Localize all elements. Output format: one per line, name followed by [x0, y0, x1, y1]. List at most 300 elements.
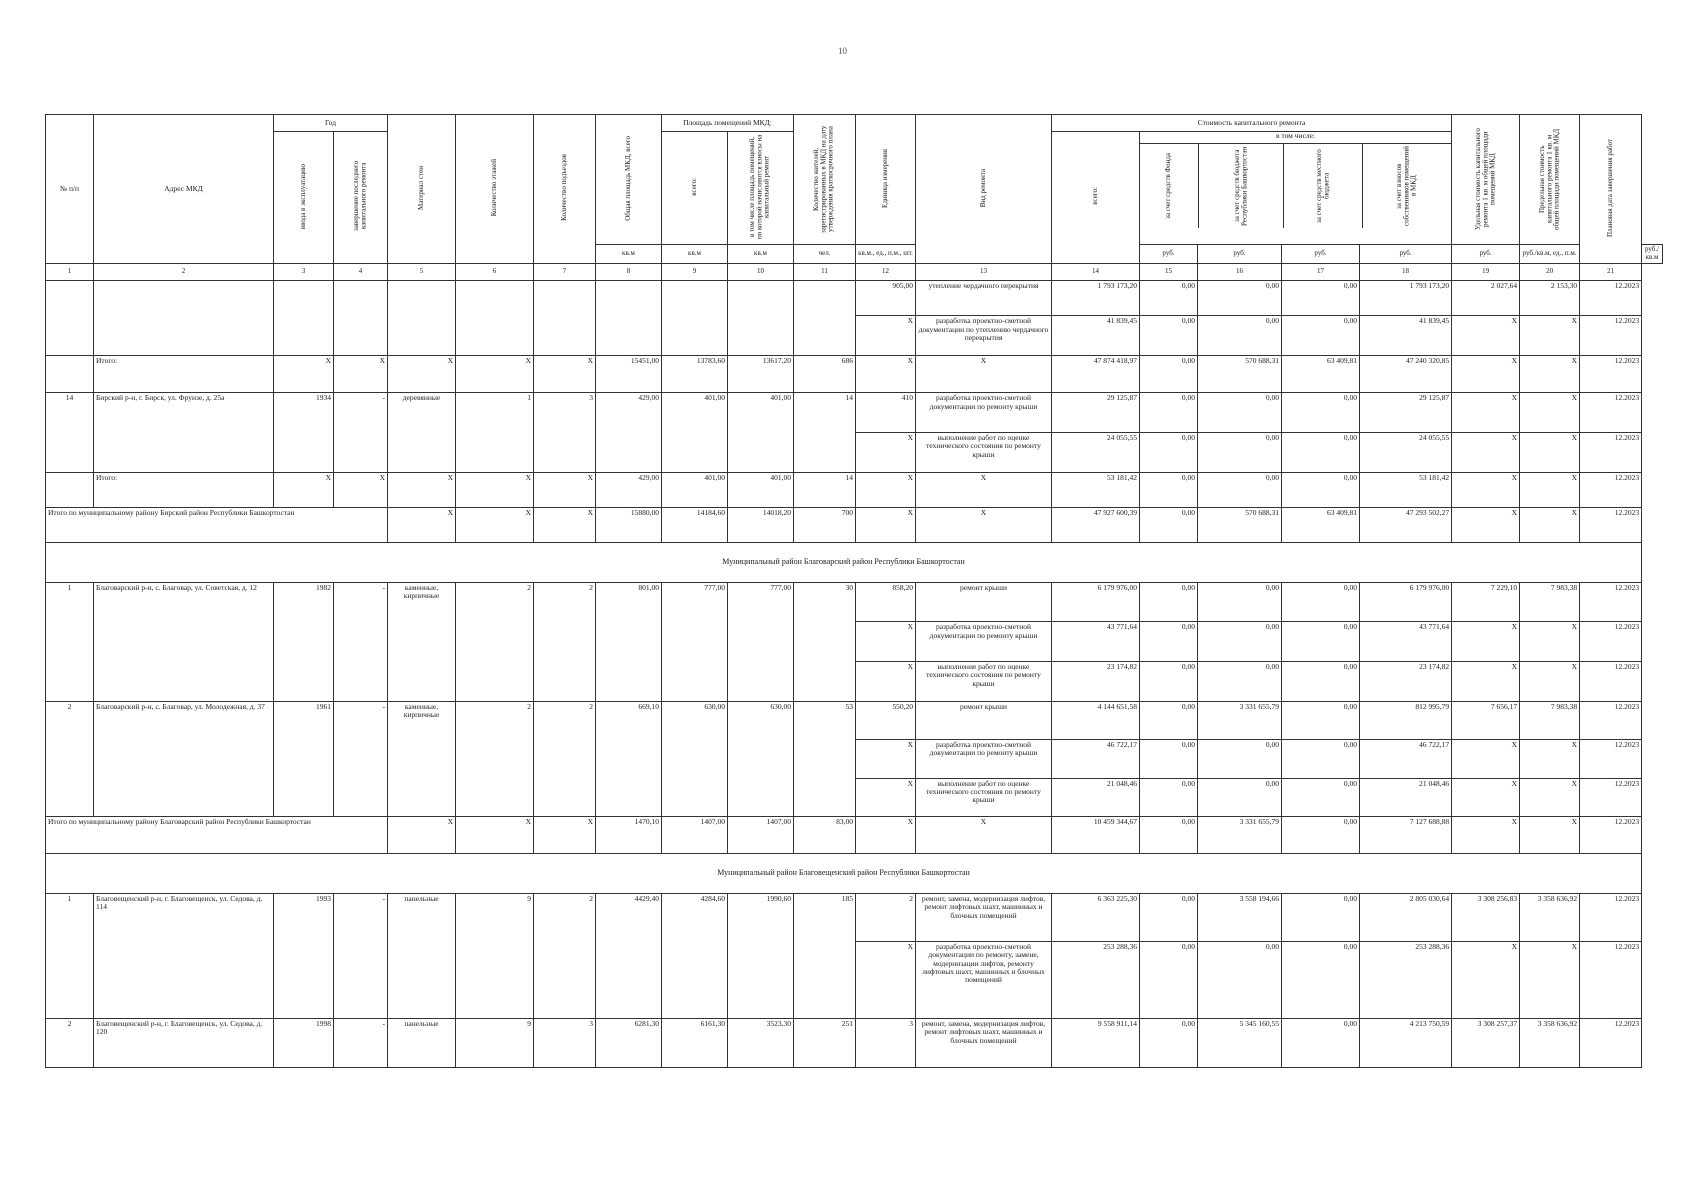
cost-local-cell: 0,00	[1282, 817, 1360, 854]
cost-owners-cell: 1 793 173,20	[1360, 281, 1452, 316]
premises-private-cell: 401,00	[728, 472, 794, 507]
floors-cell: 2	[456, 701, 534, 817]
repair-type-cell: выполнение работ по оценке технического состояния по ремонту крыши	[916, 661, 1052, 701]
cost-local-cell: 0,00	[1282, 941, 1360, 1018]
unit-local: руб.	[1360, 245, 1452, 264]
address-cell: Благовещенский р-н, г. Благовещенск, ул. Седова, д. 114	[94, 894, 274, 1019]
col-number: 7	[534, 264, 596, 281]
cost-fund-cell: 0,00	[1140, 582, 1198, 622]
qty-cell: X	[856, 778, 916, 817]
max-cost-cell: X	[1520, 355, 1580, 392]
subtotal-row	[46, 355, 1663, 392]
specific-cost-cell: X	[1452, 355, 1520, 392]
col-number: 11	[794, 264, 856, 281]
cost-owners-cell: 23 174,82	[1360, 661, 1452, 701]
floors-cell: 9	[456, 894, 534, 1019]
x-mark: X	[456, 472, 534, 507]
material-cell: панельные	[388, 1018, 456, 1067]
x-mark: X	[274, 472, 334, 507]
max-cost-cell: X	[1520, 433, 1580, 473]
cost-republic-cell: 0,00	[1198, 393, 1282, 433]
cost-owners-cell: 41 839,45	[1360, 316, 1452, 356]
subtotal-label: Итого:	[94, 472, 274, 507]
unit-total-area: кв.м	[596, 245, 662, 264]
premises-total-cell: 777,00	[662, 582, 728, 701]
unit-measure: кв.м., ед., п.м., шт.	[856, 245, 916, 264]
qty-cell: X	[856, 622, 916, 662]
repair-type-cell: выполнение работ по оценке технического состояния по ремонту крыши	[916, 778, 1052, 817]
year-cell: 1998	[274, 1018, 334, 1067]
max-cost-cell: X	[1520, 472, 1580, 507]
x-mark: X	[456, 507, 534, 542]
qty-cell: 2	[856, 894, 916, 942]
last-repair-cell: -	[334, 393, 388, 472]
cost-republic-cell: 0,00	[1198, 661, 1282, 701]
cost-republic-cell: 3 331 655,79	[1198, 817, 1282, 854]
cost-total-cell: 46 722,17	[1052, 740, 1140, 779]
x-mark: X	[388, 507, 456, 542]
col-number: 16	[1198, 264, 1282, 281]
last-repair-cell: -	[334, 1018, 388, 1067]
entrances-cell: 2	[534, 894, 596, 1019]
qty-cell: X	[856, 740, 916, 779]
repair-type-cell: ремонт, замена, модернизация лифтов, ремонт лифтовых шахт, машинных и блочных помещений	[916, 1018, 1052, 1067]
header-year-last-repair: завершение последнего капитального ремонта	[352, 161, 368, 232]
header-num: № п/п	[46, 115, 94, 264]
cost-total-cell: 10 459 344,67	[1052, 817, 1140, 854]
plan-date-cell: 12.2023	[1580, 622, 1642, 662]
col-number: 9	[662, 264, 728, 281]
specific-cost-cell: X	[1452, 740, 1520, 779]
year-cell: 1982	[274, 582, 334, 701]
cost-local-cell: 0,00	[1282, 433, 1360, 473]
cost-total-cell: 41 839,45	[1052, 316, 1140, 356]
last-repair-cell: -	[334, 701, 388, 817]
total-area-cell: 1470,10	[596, 817, 662, 854]
x-mark: X	[456, 355, 534, 392]
cost-republic-cell: 0,00	[1198, 778, 1282, 817]
cost-fund-cell: 0,00	[1140, 1018, 1198, 1067]
repair-type-cell: разработка проектно-сметной документации по ремонту, замене, модернизации лифтов, ремонту лифтовых шахт, машинных и блочных помещений	[916, 941, 1052, 1018]
year-cell: 1934	[274, 393, 334, 472]
unit-residents: чел.	[794, 245, 856, 264]
header-cost-republic: за счет средств бюджета Республики Башкортостан	[1232, 146, 1248, 226]
repair-type-cell: выполнение работ по оценке технического состояния по ремонту крыши	[916, 433, 1052, 473]
cost-total-cell: 253 288,36	[1052, 941, 1140, 1018]
cost-local-cell: 0,00	[1282, 740, 1360, 779]
residents-cell: 251	[794, 1018, 856, 1067]
col-number: 18	[1360, 264, 1452, 281]
total-area-cell: 15451,00	[596, 355, 662, 392]
entrances-cell: 3	[534, 393, 596, 472]
cost-total-cell: 43 771,64	[1052, 622, 1140, 662]
x-mark: X	[534, 507, 596, 542]
cost-owners-cell: 4 213 750,59	[1360, 1018, 1452, 1067]
cost-republic-cell: 570 688,31	[1198, 507, 1282, 542]
header-residents: Количество жителей, зарегистрированных в МКД на дату утверждения краткосрочного плана	[812, 124, 836, 233]
qty-cell: X	[856, 817, 916, 854]
residents-cell: 185	[794, 894, 856, 1019]
max-cost-cell: X	[1520, 622, 1580, 662]
district-heading-row	[46, 854, 1663, 894]
plan-date-cell: 12.2023	[1580, 661, 1642, 701]
total-area-cell: 6281,30	[596, 1018, 662, 1067]
plan-date-cell: 12.2023	[1580, 701, 1642, 740]
header-premises-total: всего:	[689, 178, 698, 196]
table-row	[46, 1018, 1663, 1067]
header-cost-owners: за счет взносов собственников помещений в МКД	[1395, 146, 1418, 226]
header-entrances: Количество подъездов	[559, 154, 568, 222]
residents-cell: 30	[794, 582, 856, 701]
header-specific-cost: Удельная стоимость капитального ремонта 1 кв. м общей площади помещений МКД	[1473, 127, 1497, 230]
cost-owners-cell: 53 181,42	[1360, 472, 1452, 507]
repair-type-cell: X	[916, 355, 1052, 392]
col-number: 19	[1452, 264, 1520, 281]
address-cell: Бирский р-н, г. Бирск, ул. Фрунзе, д. 25а	[94, 393, 274, 472]
qty-cell: X	[856, 472, 916, 507]
cost-fund-cell: 0,00	[1140, 622, 1198, 662]
cost-local-cell: 63 409,81	[1282, 507, 1360, 542]
cost-total-cell: 47 927 600,39	[1052, 507, 1140, 542]
row-num: 2	[46, 701, 94, 817]
material-cell: деревянные	[388, 393, 456, 472]
cost-total-cell: 21 048,46	[1052, 778, 1140, 817]
plan-date-cell: 12.2023	[1580, 472, 1642, 507]
max-cost-cell: X	[1520, 316, 1580, 356]
qty-cell: X	[856, 507, 916, 542]
cost-owners-cell: 7 127 688,88	[1360, 817, 1452, 854]
cost-local-cell: 63 409,81	[1282, 355, 1360, 392]
specific-cost-cell: X	[1452, 941, 1520, 1018]
plan-date-cell: 12.2023	[1580, 355, 1642, 392]
x-mark: X	[388, 817, 456, 854]
premises-private-cell: 630,00	[728, 701, 794, 817]
premises-total-cell: 13783,60	[662, 355, 728, 392]
cost-total-cell: 6 179 976,00	[1052, 582, 1140, 622]
cost-owners-cell: 24 055,55	[1360, 433, 1452, 473]
cost-fund-cell: 0,00	[1140, 894, 1198, 942]
cost-fund-cell: 0,00	[1140, 355, 1198, 392]
cost-local-cell: 0,00	[1282, 701, 1360, 740]
header-wall-material: Материал стен	[416, 165, 425, 210]
cost-republic-cell: 0,00	[1198, 582, 1282, 622]
qty-cell: 3	[856, 1018, 916, 1067]
col-number: 21	[1580, 264, 1642, 281]
header-plan-date: Плановая дата завершения работ	[1605, 138, 1614, 237]
repair-type-cell: разработка проектно-сметной документации по ремонту крыши	[916, 740, 1052, 779]
district-heading-row	[46, 543, 1663, 583]
cost-owners-cell: 6 179 976,00	[1360, 582, 1452, 622]
unit-republic: руб.	[1282, 245, 1360, 264]
entrances-cell: 3	[534, 1018, 596, 1067]
cost-owners-cell: 812 995,79	[1360, 701, 1452, 740]
plan-date-cell: 12.2023	[1580, 582, 1642, 622]
qty-cell: 550,20	[856, 701, 916, 740]
cost-owners-cell: 253 288,36	[1360, 941, 1452, 1018]
header-max-cost: Предельная стоимость капитального ремонта 1 кв. м общей площади помещений МКД	[1537, 127, 1561, 230]
qty-cell: 858,20	[856, 582, 916, 622]
col-number: 10	[728, 264, 794, 281]
unit-specific: руб./кв.м, ед., п.м.	[1520, 245, 1580, 264]
cost-local-cell: 0,00	[1282, 894, 1360, 942]
plan-date-cell: 12.2023	[1580, 740, 1642, 779]
plan-date-cell: 12.2023	[1580, 433, 1642, 473]
floors-cell: 9	[456, 1018, 534, 1067]
repair-type-cell: X	[916, 507, 1052, 542]
cost-local-cell: 0,00	[1282, 778, 1360, 817]
address-cell: Благоварский р-н, с. Благовар, ул. Молодежная, д. 37	[94, 701, 274, 817]
qty-cell: X	[856, 661, 916, 701]
cost-owners-cell: 21 048,46	[1360, 778, 1452, 817]
header-premises-private: в том числе площадь помещений, по которой начисляются взносы на капитальный ремонт	[748, 134, 772, 240]
residents-cell: 53	[794, 701, 856, 817]
plan-date-cell: 12.2023	[1580, 894, 1642, 942]
header-incl-group: в том числе:	[1140, 132, 1451, 144]
cost-local-cell: 0,00	[1282, 661, 1360, 701]
max-cost-cell: X	[1520, 507, 1580, 542]
cost-fund-cell: 0,00	[1140, 778, 1198, 817]
max-cost-cell: X	[1520, 661, 1580, 701]
repair-type-cell: разработка проектно-сметной документации по ремонту крыши	[916, 393, 1052, 433]
row-num: 1	[46, 582, 94, 701]
specific-cost-cell: X	[1452, 433, 1520, 473]
qty-cell: 905,00	[856, 281, 916, 316]
district-total-row	[46, 817, 1663, 854]
max-cost-cell: X	[1520, 740, 1580, 779]
district-heading: Муниципальный район Благовещенский район Республики Башкортостан	[46, 854, 1642, 894]
premises-private-cell: 401,00	[728, 393, 794, 472]
total-area-cell: 15880,00	[596, 507, 662, 542]
max-cost-cell: 3 358 636,92	[1520, 894, 1580, 942]
x-mark: X	[334, 472, 388, 507]
premises-total-cell: 4284,60	[662, 894, 728, 1019]
cost-republic-cell: 570 688,31	[1198, 355, 1282, 392]
header-year-commission: ввода в эксплуатацию	[298, 163, 307, 229]
max-cost-cell: X	[1520, 393, 1580, 433]
specific-cost-cell: 3 308 257,37	[1452, 1018, 1520, 1067]
col-number: 1	[46, 264, 94, 281]
cost-total-cell: 29 125,87	[1052, 393, 1140, 433]
cost-republic-cell: 0,00	[1198, 281, 1282, 316]
max-cost-cell: 2 153,30	[1520, 281, 1580, 316]
subtotal-row	[46, 472, 1663, 507]
row-num: 1	[46, 894, 94, 1019]
cost-owners-cell: 43 771,64	[1360, 622, 1452, 662]
col-number: 2	[94, 264, 274, 281]
plan-date-cell: 12.2023	[1580, 281, 1642, 316]
x-mark: X	[274, 355, 334, 392]
specific-cost-cell: X	[1452, 393, 1520, 433]
repair-type-cell: разработка проектно-сметной документации по утеплению чердачного перекрытия	[916, 316, 1052, 356]
total-area-cell: 429,00	[596, 393, 662, 472]
capital-repair-table	[45, 114, 1663, 1068]
header-address: Адрес МКД	[94, 115, 274, 264]
cost-fund-cell: 0,00	[1140, 661, 1198, 701]
cost-total-cell: 47 874 418,97	[1052, 355, 1140, 392]
plan-date-cell: 12.2023	[1580, 507, 1642, 542]
col-number: 14	[1052, 264, 1140, 281]
cost-local-cell: 0,00	[1282, 1018, 1360, 1067]
cost-republic-cell: 5 345 160,55	[1198, 1018, 1282, 1067]
premises-total-cell: 630,00	[662, 701, 728, 817]
specific-cost-cell: X	[1452, 661, 1520, 701]
last-repair-cell: -	[334, 582, 388, 701]
cost-republic-cell: 0,00	[1198, 941, 1282, 1018]
cost-republic-cell: 0,00	[1198, 472, 1282, 507]
header-unit-measure: Единица измерения	[880, 149, 889, 208]
entrances-cell: 2	[534, 701, 596, 817]
cost-fund-cell: 0,00	[1140, 393, 1198, 433]
year-cell: 1993	[274, 894, 334, 1019]
premises-private-cell: 777,00	[728, 582, 794, 701]
table-row	[46, 894, 1663, 942]
subtotal-label: Итого:	[94, 355, 274, 392]
col-number: 4	[334, 264, 388, 281]
plan-date-cell: 12.2023	[1580, 778, 1642, 817]
header-repair-type: Вид ремонта	[978, 168, 987, 207]
total-area-cell: 669,10	[596, 701, 662, 817]
cost-local-cell: 0,00	[1282, 281, 1360, 316]
cost-total-cell: 1 793 173,20	[1052, 281, 1140, 316]
cost-republic-cell: 0,00	[1198, 433, 1282, 473]
residents-cell: 14	[794, 472, 856, 507]
plan-date-cell: 12.2023	[1580, 316, 1642, 356]
cost-local-cell: 0,00	[1282, 622, 1360, 662]
unit-max: руб./кв.м	[1642, 245, 1663, 264]
cost-local-cell: 0,00	[1282, 393, 1360, 433]
premises-private-cell: 3523,30	[728, 1018, 794, 1067]
col-number: 13	[916, 264, 1052, 281]
x-mark: X	[334, 355, 388, 392]
premises-total-cell: 1407,00	[662, 817, 728, 854]
header-cost-total: всего:	[1090, 187, 1099, 206]
specific-cost-cell: X	[1452, 622, 1520, 662]
last-repair-cell: -	[334, 894, 388, 1019]
repair-type-cell: разработка проектно-сметной документации по ремонту крыши	[916, 622, 1052, 662]
max-cost-cell: 7 983,38	[1520, 701, 1580, 740]
cost-total-cell: 53 181,42	[1052, 472, 1140, 507]
unit-fund: руб.	[1198, 245, 1282, 264]
residents-cell: 686	[794, 355, 856, 392]
cost-fund-cell: 0,00	[1140, 281, 1198, 316]
qty-cell: X	[856, 316, 916, 356]
cost-owners-cell: 47 240 320,85	[1360, 355, 1452, 392]
unit-cost-total: руб.	[1140, 245, 1198, 264]
max-cost-cell: 3 358 636,92	[1520, 1018, 1580, 1067]
address-cell: Благоварский р-н, с. Благовар, ул. Советская, д. 12	[94, 582, 274, 701]
plan-date-cell: 12.2023	[1580, 817, 1642, 854]
cost-total-cell: 4 144 651,58	[1052, 701, 1140, 740]
specific-cost-cell: X	[1452, 778, 1520, 817]
cost-total-cell: 6 363 225,30	[1052, 894, 1140, 942]
cost-republic-cell: 3 331 655,79	[1198, 701, 1282, 740]
total-area-cell: 429,00	[596, 472, 662, 507]
cost-republic-cell: 0,00	[1198, 622, 1282, 662]
cost-republic-cell: 0,00	[1198, 740, 1282, 779]
repair-type-cell: ремонт крыши	[916, 582, 1052, 622]
cost-fund-cell: 0,00	[1140, 316, 1198, 356]
row-num: 14	[46, 393, 94, 472]
col-number: 17	[1282, 264, 1360, 281]
address-cell: Благовещенский р-н, г. Благовещенск, ул. Седова, д. 120	[94, 1018, 274, 1067]
specific-cost-cell: 7 229,10	[1452, 582, 1520, 622]
x-mark: X	[534, 355, 596, 392]
cost-total-cell: 23 174,82	[1052, 661, 1140, 701]
qty-cell: X	[856, 355, 916, 392]
unit-premises-private: кв.м	[728, 245, 794, 264]
col-number: 12	[856, 264, 916, 281]
header-cost-group: Стоимость капитального ремонта	[1052, 115, 1452, 132]
repair-type-cell: ремонт, замена, модернизация лифтов, ремонт лифтовых шахт, машинных и блочных помещений	[916, 894, 1052, 942]
residents-cell: 700	[794, 507, 856, 542]
col-number: 15	[1140, 264, 1198, 281]
premises-private-cell: 13617,20	[728, 355, 794, 392]
col-number: 3	[274, 264, 334, 281]
entrances-cell: 2	[534, 582, 596, 701]
qty-cell: X	[856, 941, 916, 1018]
premises-total-cell: 14184,60	[662, 507, 728, 542]
plan-date-cell: 12.2023	[1580, 1018, 1642, 1067]
cost-fund-cell: 0,00	[1140, 701, 1198, 740]
premises-private-cell: 1407,00	[728, 817, 794, 854]
district-total-row	[46, 507, 1663, 542]
table-row	[46, 281, 1663, 316]
material-cell: каменные, кирпичные	[388, 582, 456, 701]
cost-owners-cell: 47 293 502,27	[1360, 507, 1452, 542]
specific-cost-cell: X	[1452, 507, 1520, 542]
col-number: 6	[456, 264, 534, 281]
floors-cell: 2	[456, 582, 534, 701]
page-number: 10	[838, 46, 847, 56]
header-cost-fund: за счет средств Фонда	[1164, 153, 1173, 219]
residents-cell: 14	[794, 393, 856, 472]
x-mark: X	[388, 355, 456, 392]
floors-cell: 1	[456, 393, 534, 472]
cost-fund-cell: 0,00	[1140, 472, 1198, 507]
cost-total-cell: 9 558 911,14	[1052, 1018, 1140, 1067]
specific-cost-cell: 2 027,64	[1452, 281, 1520, 316]
cost-local-cell: 0,00	[1282, 472, 1360, 507]
header-year-group: Год	[274, 115, 388, 132]
premises-private-cell: 14018,20	[728, 507, 794, 542]
specific-cost-cell: 3 308 256,83	[1452, 894, 1520, 942]
material-cell: каменные, кирпичные	[388, 701, 456, 817]
specific-cost-cell: X	[1452, 472, 1520, 507]
header-total-area: Общая площадь МКД, всего	[623, 136, 632, 221]
material-cell: панельные	[388, 894, 456, 1019]
repair-type-cell: X	[916, 817, 1052, 854]
cost-fund-cell: 0,00	[1140, 433, 1198, 473]
x-mark: X	[534, 472, 596, 507]
cost-fund-cell: 0,00	[1140, 817, 1198, 854]
max-cost-cell: 7 983,38	[1520, 582, 1580, 622]
cost-republic-cell: 3 558 194,66	[1198, 894, 1282, 942]
year-cell: 1961	[274, 701, 334, 817]
x-mark: X	[388, 472, 456, 507]
qty-cell: 410	[856, 393, 916, 433]
cost-republic-cell: 0,00	[1198, 316, 1282, 356]
district-heading: Муниципальный район Благоварский район Республики Башкортостан	[46, 543, 1642, 583]
x-mark: X	[534, 817, 596, 854]
cost-owners-cell: 46 722,17	[1360, 740, 1452, 779]
max-cost-cell: X	[1520, 778, 1580, 817]
max-cost-cell: X	[1520, 817, 1580, 854]
table-row	[46, 582, 1663, 622]
specific-cost-cell: 7 656,17	[1452, 701, 1520, 740]
cost-owners-cell: 29 125,87	[1360, 393, 1452, 433]
cost-total-cell: 24 055,55	[1052, 433, 1140, 473]
cost-fund-cell: 0,00	[1140, 941, 1198, 1018]
